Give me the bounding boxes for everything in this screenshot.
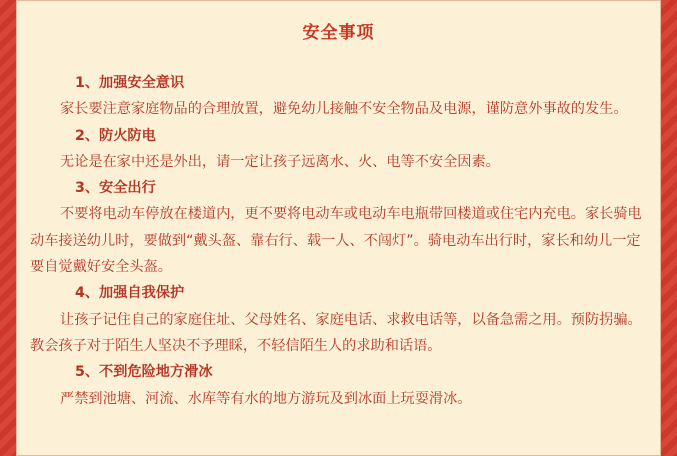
notice-content [30, 70, 654, 412]
page-title: 安全事项 [302, 23, 375, 43]
section-body-2: 无论是在家中还是外出，请一定让孩子远离水、火、电等不安全因素。 [60, 153, 500, 170]
section-heading-1: 1、加强安全意识 [75, 75, 185, 91]
section-body-5: 严禁到池塘、河流、水库等有水的地方游玩及到冰面上玩耍滑冰。 [60, 390, 472, 407]
section-heading-3: 3、安全出行 [75, 180, 156, 197]
section-heading-4: 4、加强自我保护 [75, 285, 185, 302]
section-body-4: 让孩子记住自己的家庭住址、父母姓名、家庭电话、求救电话等，以备急需之用。预防拐骗。教会孩子对于陌生人坚决不予理睬，不轻信陌生人的求助和话语。 [30, 311, 642, 354]
notice-paper [16, 0, 661, 456]
section-body-3: 不要将电动车停放在楼道内，更不要将电动车或电动车电瓶带回楼道或住宅内充电。家长骑电动车接送幼儿时，要做到“戴头盔、靠右行、载一人、不闯灯”。骑电动车出行时，家长和幼儿一定要自觉戴好安全头盔。 [30, 206, 642, 276]
section-heading-2: 2、防火防电 [75, 127, 156, 144]
section-body-1: 家长要注意家庭物品的合理放置，避免幼儿接触不安全物品及电源，谨防意外事故的发生。 [60, 101, 628, 118]
section-heading-5: 5、不到危险地方滑冰 [75, 364, 213, 381]
